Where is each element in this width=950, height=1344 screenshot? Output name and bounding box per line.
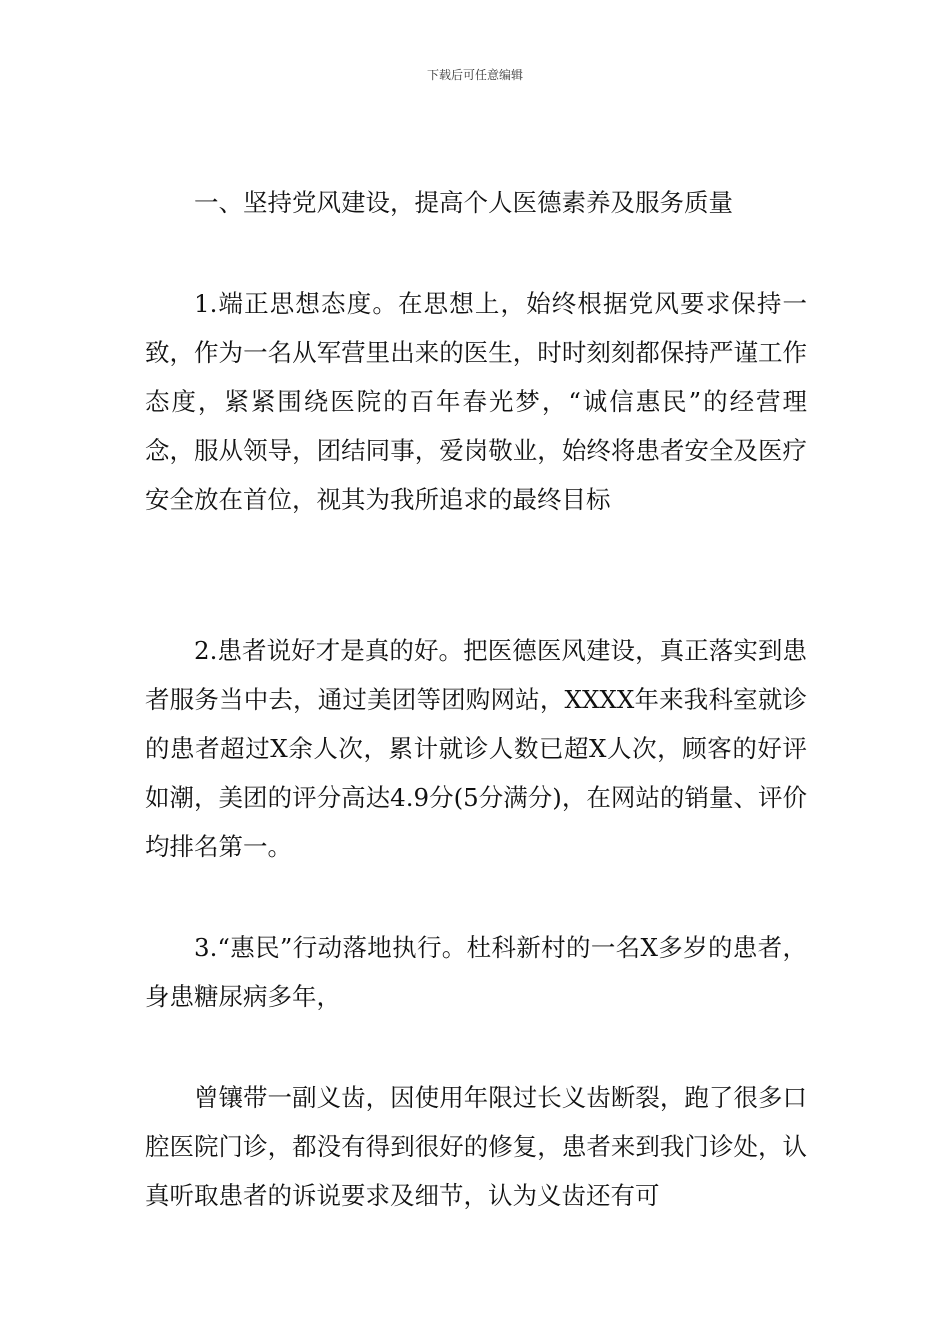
paragraph-2: 2.患者说好才是真的好。把医德医风建设，真正落实到患者服务当中去，通过美团等团购网站，XXXX年来我科室就诊的患者超过X余人次，累计就诊人数已超X人次，顾客的好评如潮，美团的评分高达4.9分(5分满分)，在网站的销量、评价均排名第一。 xyxy=(145,636,807,861)
document-body xyxy=(145,178,807,1220)
page-header-note: 下载后可任意编辑 xyxy=(426,68,523,82)
paragraph-1: 1.端正思想态度。在思想上，始终根据党风要求保持一致，作为一名从军营里出来的医生，时时刻刻都保持严谨工作态度，紧紧围绕医院的百年春光梦，“诚信惠民”的经营理念，服从领导，团结同事，爱岗敬业，始终将患者安全及医疗安全放在首位，视其为我所追求的最终目标 xyxy=(145,289,807,514)
section-heading: 一、坚持党风建设，提高个人医德素养及服务质量 xyxy=(194,188,733,217)
paragraph-3: 3.“惠民”行动落地执行。杜科新村的一名X多岁的患者，身患糖尿病多年， xyxy=(145,933,807,1011)
paragraph-4: 曾镶带一副义齿，因使用年限过长义齿断裂，跑了很多口腔医院门诊，都没有得到很好的修复，患者来到我门诊处，认真听取患者的诉说要求及细节，认为义齿还有可 xyxy=(145,1083,807,1210)
